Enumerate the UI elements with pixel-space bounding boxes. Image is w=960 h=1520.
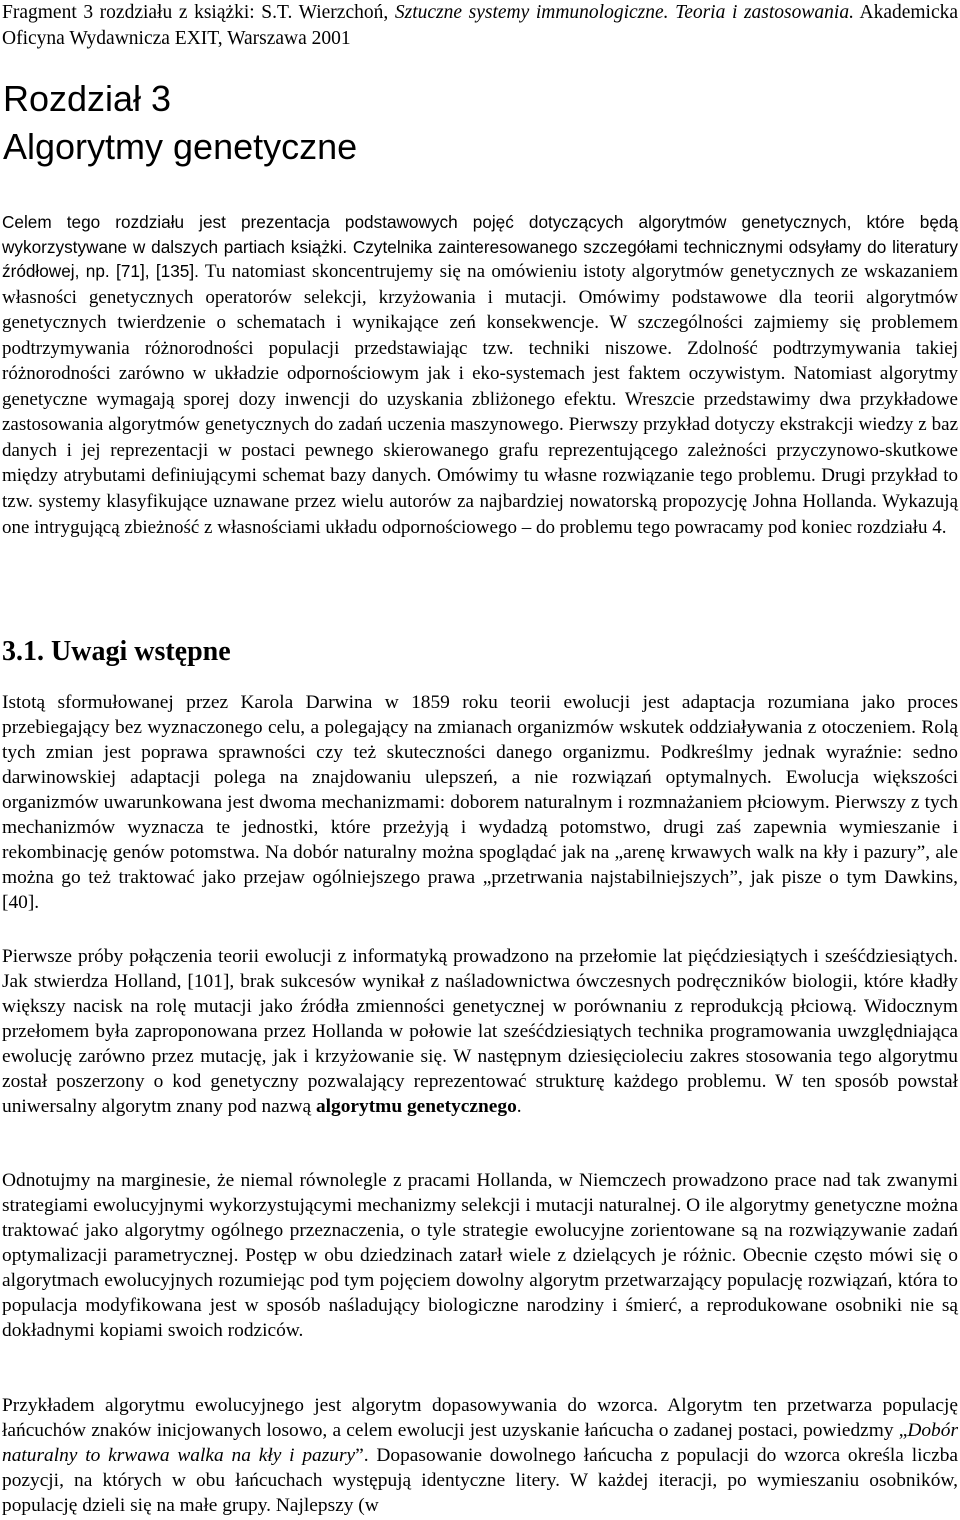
- term-genetic-algorithm: algorytmu genetycznego: [315, 1096, 517, 1117]
- source-note: [2, 0, 958, 52]
- paragraph-pattern-text: Przykładem algorytmu ewolucyjnego jest algorytm dopasowywania do wzorca. Algorytm ten przetwarza populację łańcuchów znaków inicjowanych losowo, a celem ewolucji jest uzyskanie łańcucha o zadanej postaci, powiedzmy „: [2, 1395, 958, 1441]
- chapter-intro: [2, 210, 958, 540]
- paragraph-evolution-strategies: Odnotujmy na marginesie, że niemal równolegle z pracami Hollanda, w Niemczech prowadzono prace nad tak zwanymi strategiami ewolucyjnymi wykorzystującymi mechanizmy selekcji i mutacji naturalnej. O ile algorytmy genetyczne można traktować jako algorytmy ogólnego przeznaczenia, o tyle strategie ewolucyjne zorientowane są na rozwiązywanie zadań optymalizacji parametrycznej. Postęp w obu dziedzinach zatarł wiele z dzielących je różnic. Obecnie często mówi się o algorytmach ewolucyjnych rozumiejąc pod tym pojęciem dowolny algorytm przetwarzający populację rozwiązań, która to populacja modyfikowana jest w sposób naśladujący biologiczne narodziny i śmierć, a reprodukowane osobniki nie są dokładnymi kopiami swoich rodziców.: [2, 1170, 958, 1341]
- book-title: Sztuczne systemy immunologiczne. Teoria i zastosowania.: [394, 2, 854, 23]
- intro-sans-text: Celem tego rozdziału jest prezentacja podstawowych pojęć dotyczących algorytmów genetycznych, które będą wykorzystywane w dalszych partiach książki. Czytelnika zainteresowanego szczegółami technicznymi odsyłamy do literatury źródłowej, np. [71], [135].: [2, 212, 958, 282]
- pattern-quote: Dobór naturalny to krwawa walka na kły i pazury: [2, 1420, 958, 1466]
- chapter-title: Algorytmy genetyczne: [3, 126, 358, 167]
- paragraph-holland-end: .: [516, 1096, 522, 1117]
- paragraph-darwin: Istotą sformułowanej przez Karola Darwina w 1859 roku teorii ewolucji jest adaptacja rozumiana jako proces przebiegający bez wyznaczonego celu, a polegający na zmianach organizmów wskutek oddziaływania z otoczeniem. Rolą tych zmian jest poprawa sprawności czy też skuteczności danego organizmu. Podkreślmy jednak wyraźnie: sedno darwinowskiej adaptacji polega na znajdowaniu ulepszeń, a nie rozwiązań optymalnych. Ewolucja większości organizmów uwarunkowana jest dwoma mechanizmami: doborem naturalnym i rozmnażaniem płciowym. Pierwszy z tych mechanizmów wyznacza te jednostki, które przeżyją i wydadzą potomstwo, drugi zaś zapewnia wymieszanie i rekombinację genów potomstwa. Na dobór naturalny można spoglądać jak na „arenę krwawych walk na kły i pazury”, ale można go też traktować jako przejaw ogólniejszego prawa „przetrwania najstabilniejszych”, jak pisze o tym Dawkins, [40].: [2, 692, 958, 913]
- source-note-prefix: Fragment 3 rozdziału z książki: S.T. Wierzchoń,: [2, 2, 389, 23]
- paragraph-holland: [2, 944, 958, 1119]
- paragraph-pattern-end: ”. Dopasowanie dowolnego łańcucha z populacji do wzorca określa liczba pozycji, na których w obu łańcuchach występują identyczne litery. W każdej iteracji, po wymieszaniu osobników, populację dzieli się na małe grupy. Najlepszy (w: [2, 1445, 959, 1516]
- chapter-number: Rozdział 3: [3, 78, 172, 119]
- paragraph-pattern-matching: [2, 1393, 958, 1518]
- chapter-heading: [3, 75, 357, 171]
- section-heading: 3.1. Uwagi wstępne: [2, 636, 231, 667]
- source-note-publisher: Akademicka Oficyna Wydawnicza EXIT, Warszawa 2001: [2, 2, 959, 49]
- paragraph-holland-text: Pierwsze próby połączenia teorii ewolucji z informatyką prowadzono na przełomie lat pięćdziesiątych i sześćdziesiątych. Jak stwierdza Holland, [101], brak sukcesów wynikał z naśladownictwa ówczesnych podręczników biologii, które kładły większy nacisk na rolę mutacji jako źródła zmienności genetycznej w porównaniu z reprodukcją płciową. Widocznym przełomem była zaproponowana przez Hollanda w połowie lat sześćdziesiątych technika programowania uwzględniająca ewolucję zarówno przez mutację, jak i krzyżowanie się. W następnym dziesięcioleciu zakres stosowania tego algorytmu został poszerzony o kod genetyczny pozwalający reprezentować strukturę każdego problemu. W ten sposób powstał uniwersalny algorytm znany pod nazwą: [2, 946, 958, 1117]
- intro-serif-text: Tu natomiast skoncentrujemy się na omówieniu istoty algorytmów genetycznych ze wskazaniem własności genetycznych operatorów selekcji, krzyżowania i mutacji. Omówimy podstawowe dla teorii algorytmów genetycznych twierdzenie o schematach i wynikające zeń konsekwencje. W szczególności zajmiemy się problemem podtrzymywania różnorodności populacji przedstawiając tzw. techniki niszowe. Zdolność podtrzymywania takiej różnorodności zarówno w układzie odpornościowym jak i eko-systemach jest faktem oczywistym. Natomiast algorytmy genetyczne wymagają sporej dozy inwencji do uzyskania zbliżonego efektu. Wreszcie przedstawimy dwa przykładowe zastosowania algorytmów genetycznych do zadań uczenia maszynowego. Pierwszy przykład dotyczy ekstrakcji wiedzy z baz danych i jej reprezentacji w postaci pewnego skierowanego grafu reprezentującego zależności przyczynowo-skutkowe między atrybutami definiującymi schemat bazy danych. Omówimy tu własne rozwiązanie tego problemu. Drugi przykład to tzw. systemy klasyfikujące uznawane przez wielu autorów za najbardziej nowatorską propozycję Johna Hollanda. Wykazują one intrygującą zbieżność z własnościami układu odpornościowego – do problemu tego powracamy pod koniec rozdziału 4.: [2, 261, 959, 538]
